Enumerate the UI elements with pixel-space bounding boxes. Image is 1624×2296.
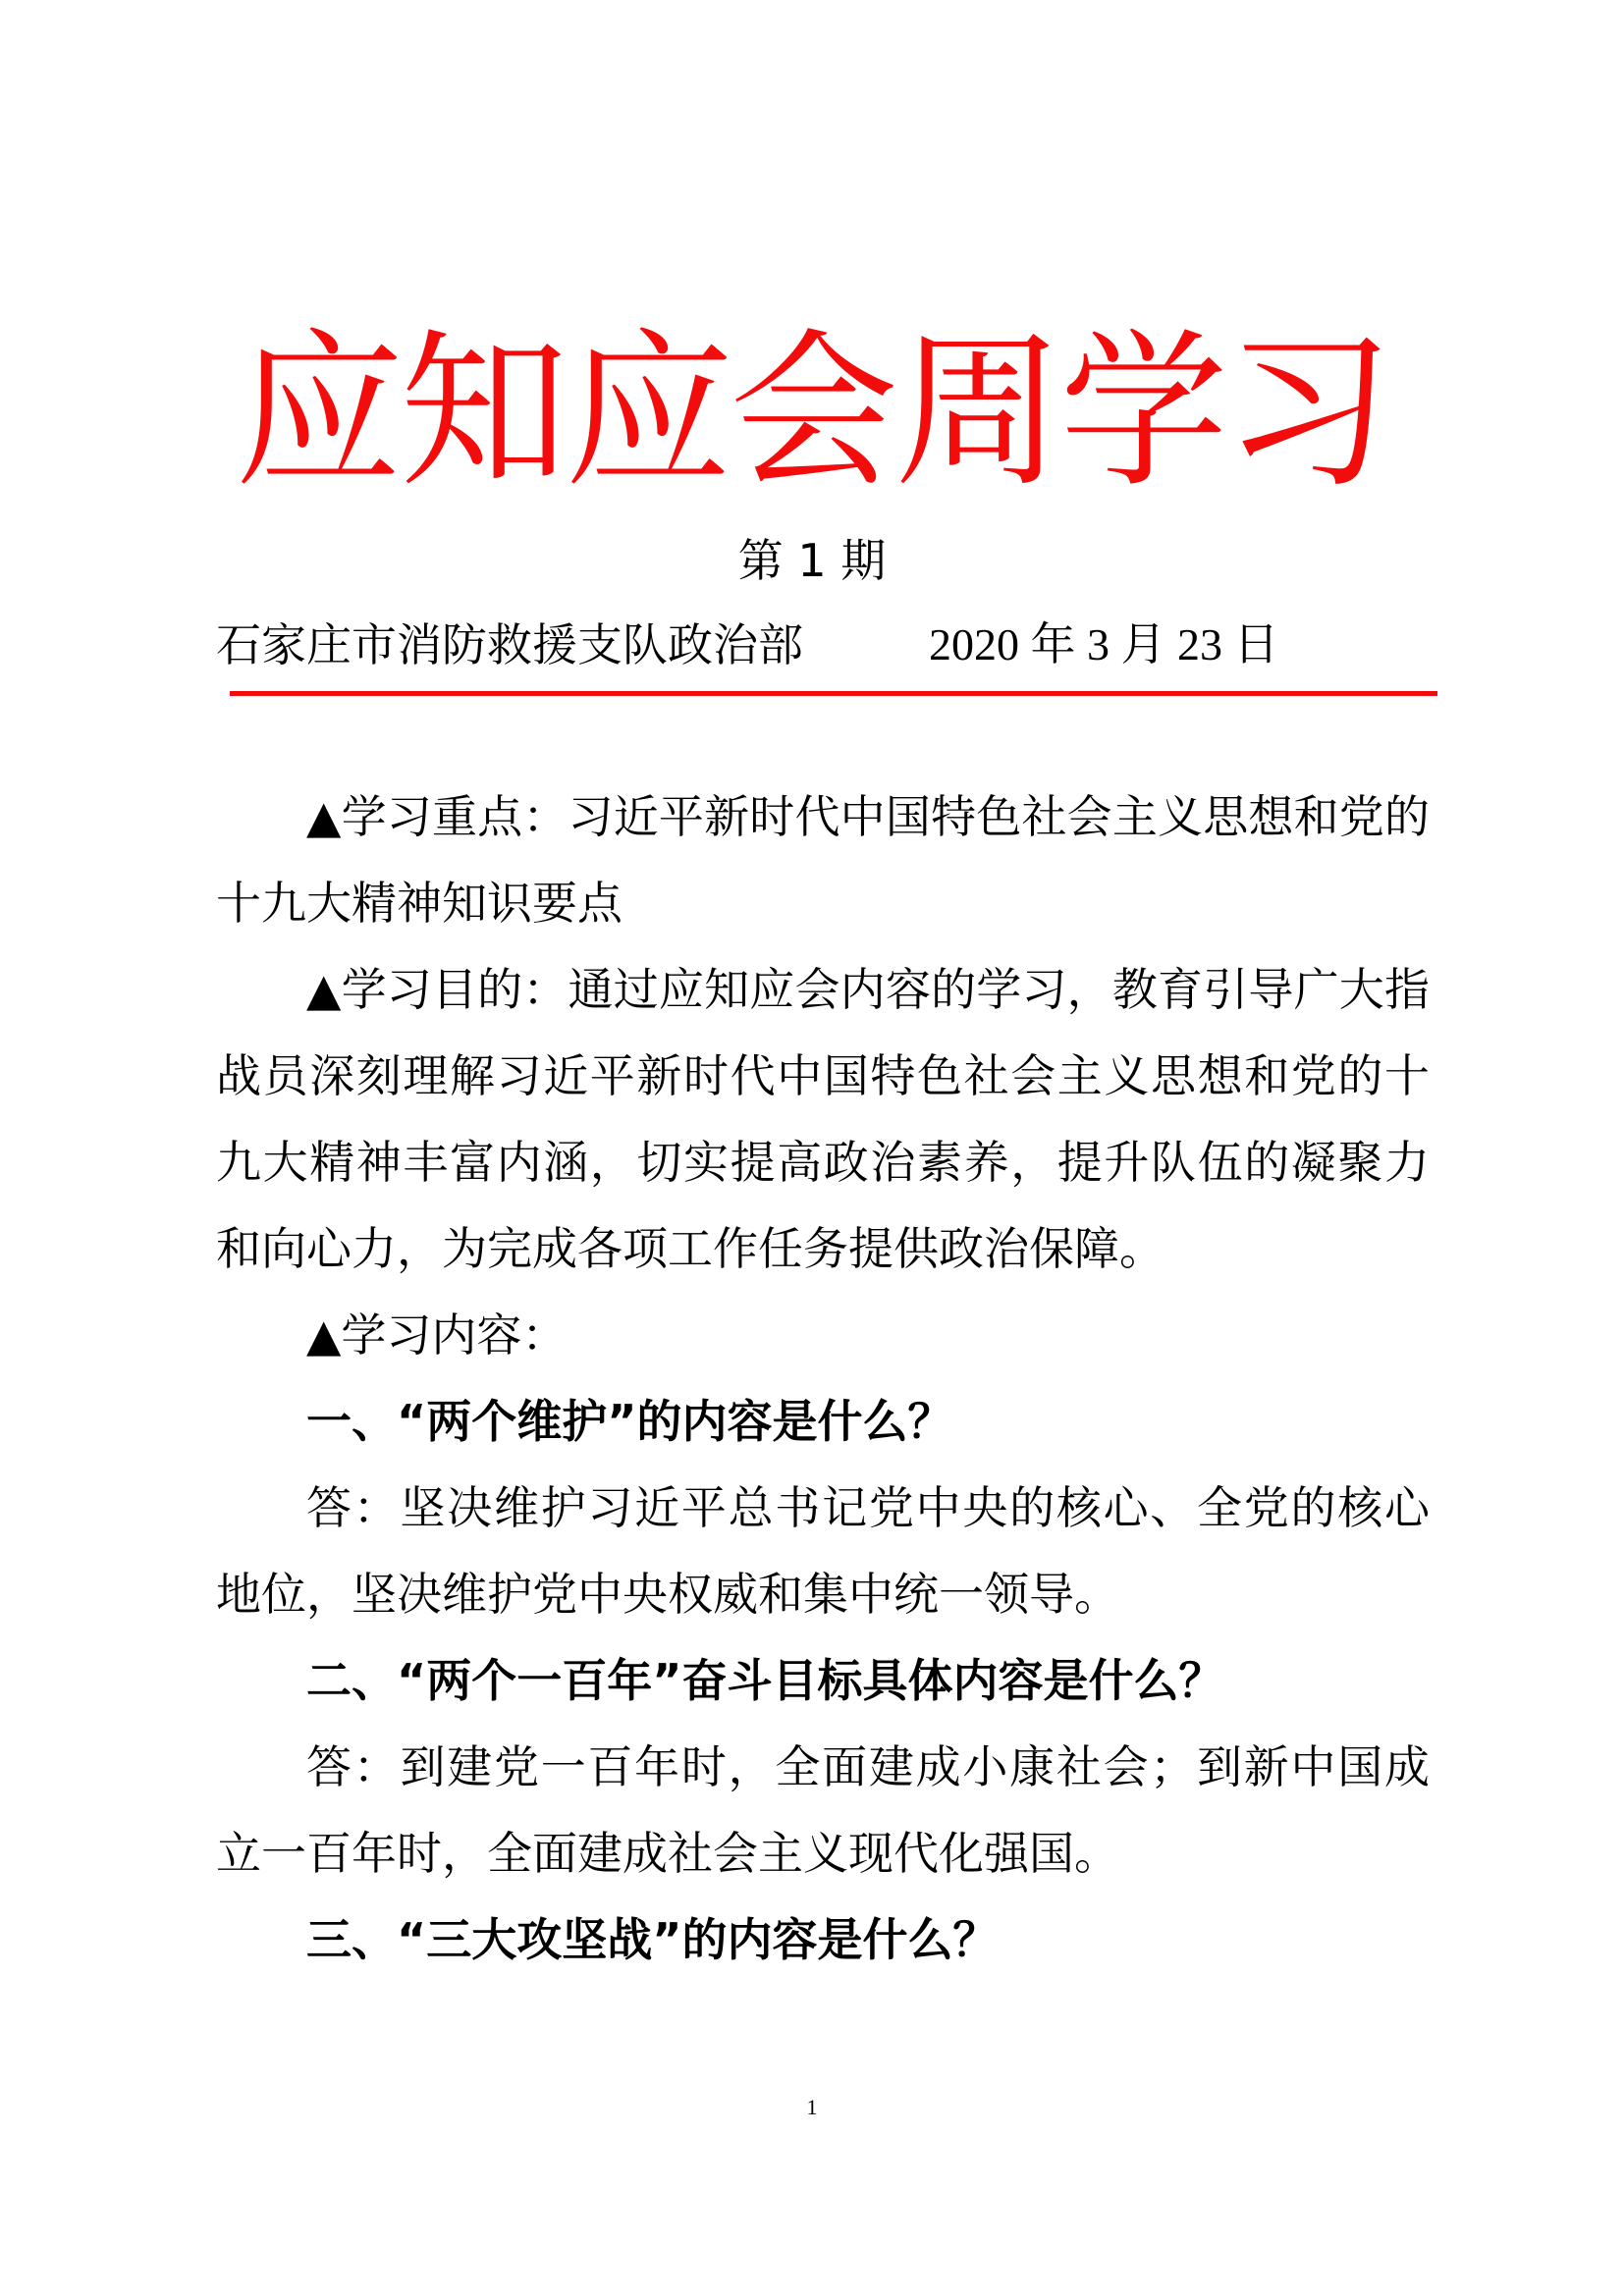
header-divider [230,691,1437,696]
question-2: 二、“两个一百年”奋斗目标具体内容是什么？ [306,1654,1224,1707]
answer-1: 答：坚决维护习近平总书记党中央的核心、全党的核心地位，坚决维护党中央权威和集中统一领导。 [216,1481,1430,1621]
masthead-title: 应知应会周学习 [235,313,1389,510]
issue-date: 2020 年 3 月 23 日 [929,619,1279,669]
study-focus-paragraph: ▲学习重点：习近平新时代中国特色社会主义思想和党的十九大精神知识要点 [216,790,1430,930]
page-number: 1 [806,2095,818,2119]
question-3: 三、“三大攻坚战”的内容是什么？ [306,1913,999,1966]
document-body [216,774,1430,1983]
answer-2: 答：到建党一百年时，全面建成小康社会；到新中国成立一百年时，全面建成社会主义现代化强国。 [216,1740,1430,1880]
issuing-organization: 石家庄市消防救援支队政治部 [216,618,803,671]
question-1: 一、“两个维护”的内容是什么？ [306,1395,953,1448]
study-content-heading: ▲学习内容： [306,1308,568,1362]
study-purpose-paragraph: ▲学习目的：通过应知应会内容的学习，教育引导广大指战员深刻理解习近平新时代中国特色社会主义思想和党的十九大精神丰富内涵，切实提高政治素养，提升队伍的凝聚力和向心力，为完成各项工作任务提供政治保障。 [216,963,1430,1275]
issue-number: 第 1 期 [737,534,887,587]
